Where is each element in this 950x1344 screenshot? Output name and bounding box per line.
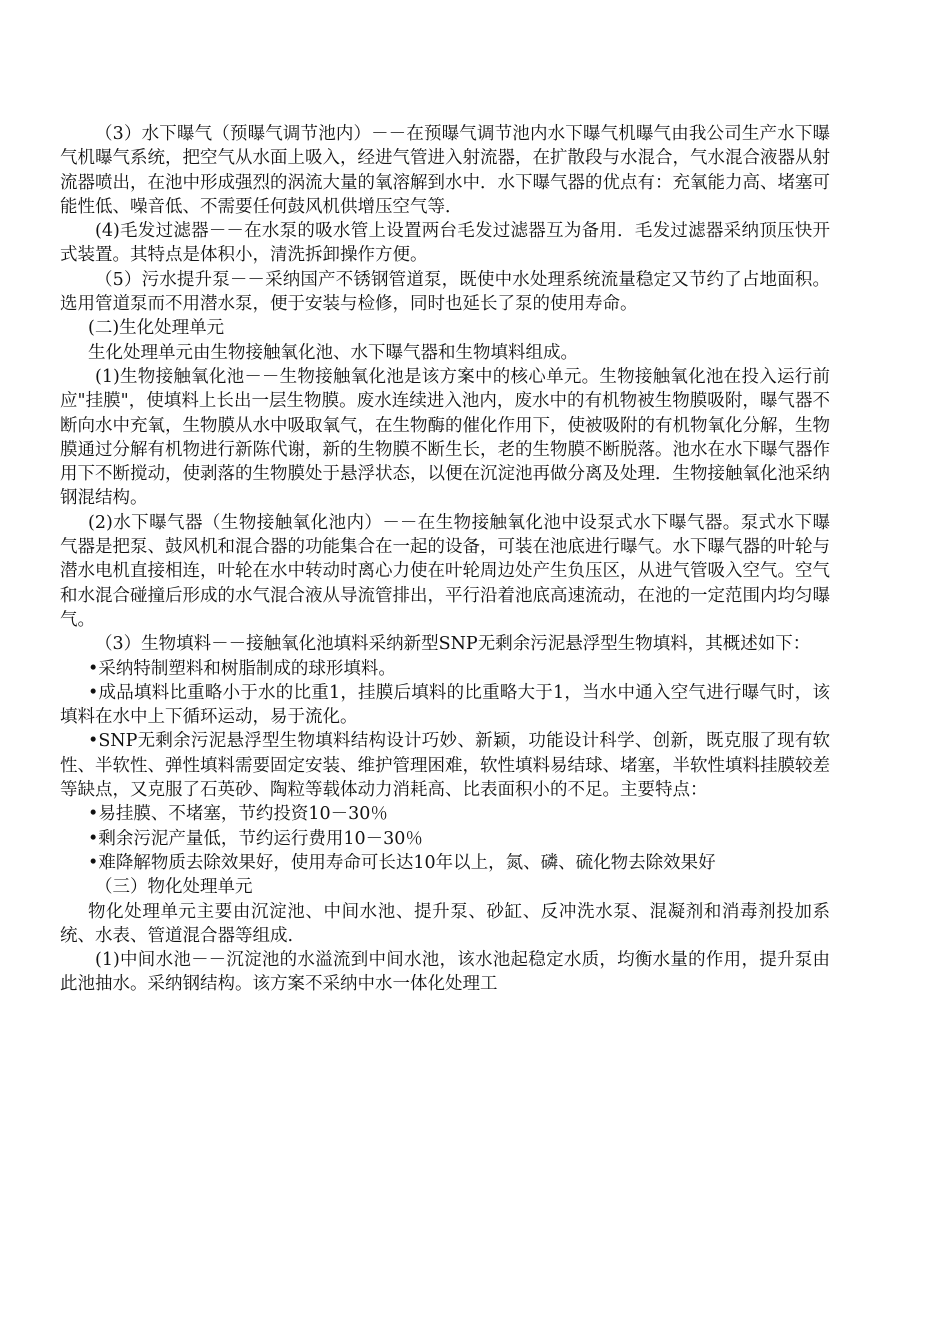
paragraph-contact-oxidation-tank: (1)生物接触氧化池－－生物接触氧化池是该方案中的核心单元。生物接触氧化池在投入运行前应"挂膜"，使填料上长出一层生物膜。废水连续进入池内，废水中的有机物被生物膜吸附，曝气器不断向水中充氧，生物膜从水中吸取氧气，在生物酶的催化作用下，使被吸附的有机物氧化分解，生物膜通过分解有机物进行新陈代谢，新的生物膜不断生长，老的生物膜不断脱落。池水在水下曝气器作用下不断搅动，使剥落的生物膜处于悬浮状态，以便在沉淀池再做分离及处理．生物接触氧化池采纳钢混结构。 [60,366,830,509]
bullet-item: •采纳特制塑料和树脂制成的球形填料。 [88,658,396,679]
section-heading-physicochemical: （三）物化处理单元 [95,877,253,898]
paragraph-bio-filler: （3）生物填料－－接触氧化池填料采纳新型SNP无剩余污泥悬浮型生物填料，其概述如下： [95,634,811,655]
bullet-item: •难降解物质去除效果好，使用寿命可长达10年以上，氮、磷、硫化物去除效果好 [88,852,716,873]
bullet-item: •剩余污泥产量低，节约运行费用10－30％ [88,828,423,849]
paragraph-lift-pump: （5）污水提升泵－－采纳国产不锈钢管道泵，既使中水处理系统流量稳定又节约了占地面积。选用管道泵而不用潜水泵，便于安装与检修，同时也延长了泵的使用寿命。 [60,269,830,315]
document-page [60,122,830,997]
paragraph-underwater-aerator: (2)水下曝气器（生物接触氧化池内）－－在生物接触氧化池中设泵式水下曝气器。泵式水下曝气器是把泵、鼓风机和混合器的功能集合在一起的设备，可装在池底进行曝气。水下曝气器的叶轮与潜水电机直接相连，叶轮在水中转动时离心力使在叶轮周边处产生负压区，从进气管吸入空气。空气和水混合碰撞后形成的水气混合液从导流管排出，平行沿着池底高速流动，在池的一定范围内均匀曝气。 [60,512,830,630]
paragraph-biochemical-intro: 生化处理单元由生物接触氧化池、水下曝气器和生物填料组成。 [88,342,578,363]
paragraph-hair-filter: (4)毛发过滤器－－在水泵的吸水管上设置两台毛发过滤器互为备用．毛发过滤器采纳顶压快开式装置。其特点是体积小，清洗拆卸操作方便。 [60,221,830,266]
paragraph-underwater-aeration: （3）水下曝气（预曝气调节池内）－－在预曝气调节池内水下曝气机曝气由我公司生产水下曝气机曝气系统，把空气从水面上吸入，经进气管进入射流器，在扩散段与水混合，气水混合液器从射流器喷出，在池中形成强烈的涡流大量的氧溶解到水中．水下曝气器的优点有：充氧能力高、堵塞可能性低、噪音低、不需要任何鼓风机供增压空气等． [60,124,830,217]
bullet-item: •SNP无剩余污泥悬浮型生物填料结构设计巧妙、新颖，功能设计科学、创新，既克服了现有软性、半软性、弹性填料需要固定安装、维护管理困难，软性填料易结球、堵塞，半软性填料挂膜较差等缺点，又克服了石英砂、陶粒等载体动力消耗高、比表面积小的不足。主要特点： [60,731,830,801]
paragraph-intermediate-tank: (1)中间水池－－沉淀池的水溢流到中间水池，该水池起稳定水质，均衡水量的作用，提升泵由此池抽水。采纳钢结构。该方案不采纳中水一体化处理工 [60,950,830,995]
bullet-item: •易挂膜、不堵塞，节约投资10－30％ [88,804,388,825]
bullet-item: •成品填料比重略小于水的比重1，挂膜后填料的比重略大于1，当水中通入空气进行曝气时，该填料在水中上下循环运动，易于流化。 [60,682,830,728]
section-heading-biochemical: (二)生化处理单元 [88,318,225,339]
paragraph-physicochemical-intro: 物化处理单元主要由沉淀池、中间水池、提升泵、砂缸、反冲洗水泵、混凝剂和消毒剂投加系统、水表、管道混合器等组成. [60,901,830,946]
